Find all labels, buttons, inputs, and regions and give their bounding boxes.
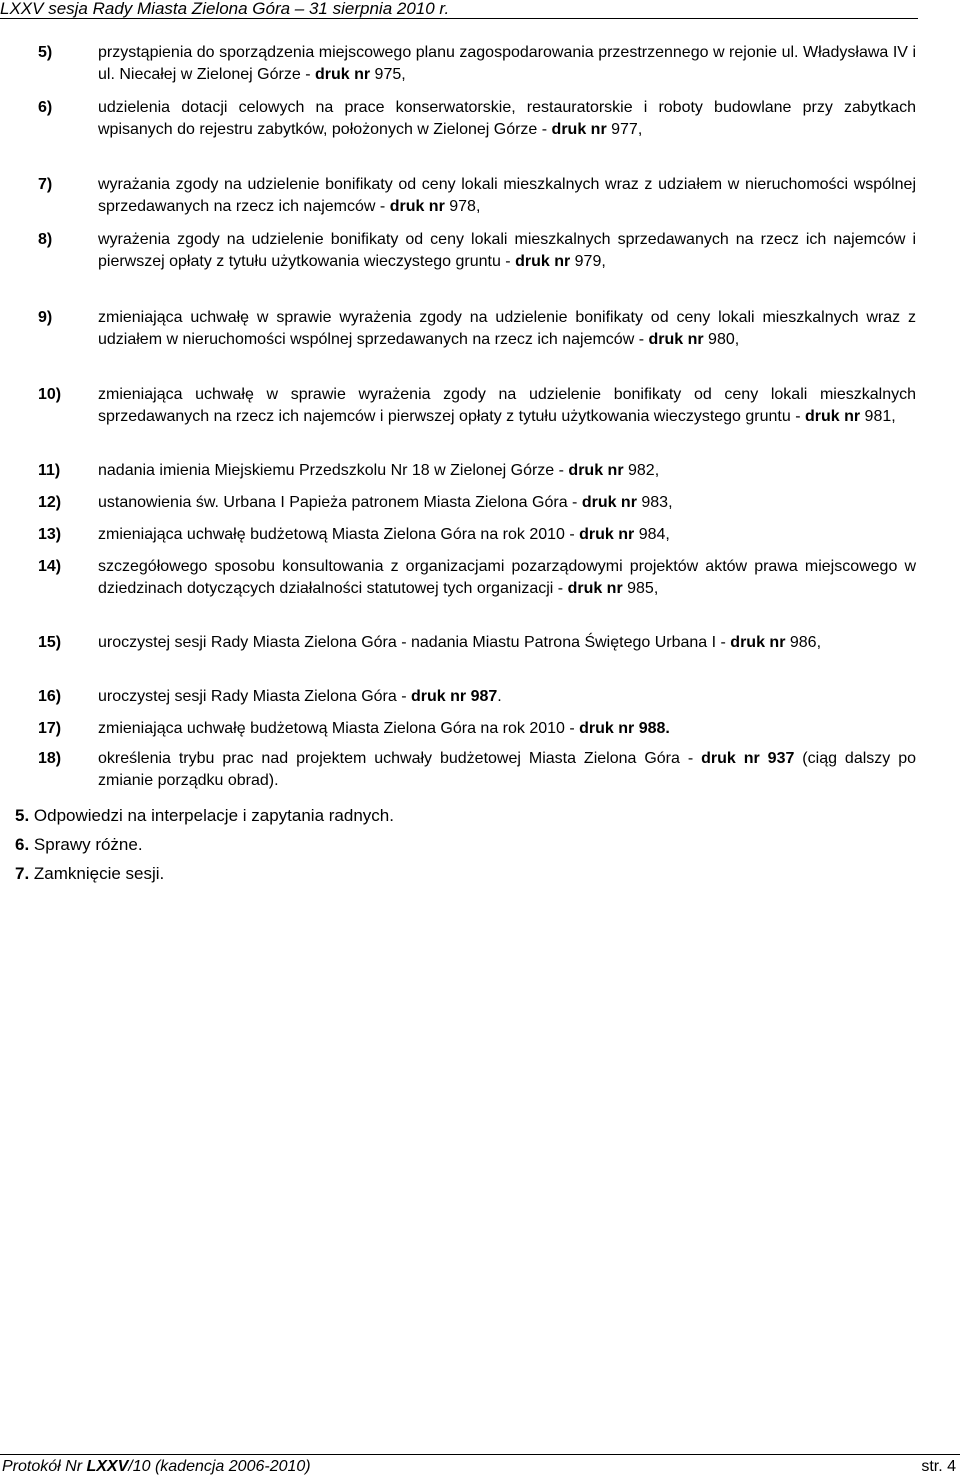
agenda-point [15, 805, 394, 827]
item-text-segment: 980, [703, 330, 740, 348]
item-text-segment: określenia trybu prac nad projektem uchwały budżetowej Miasta Zielona Góra - [98, 750, 702, 767]
agenda-point [15, 834, 143, 856]
item-text-segment: 983, [636, 494, 673, 511]
item-text-segment: ustanowienia św. Urbana I Papieża patronem Miasta Zielona Góra - [98, 494, 582, 511]
druk-reference: druk nr [568, 462, 624, 479]
item-number: 18) [38, 750, 62, 767]
point-text: Odpowiedzi na interpelacje i zapytania radnych. [29, 806, 394, 825]
agenda-item [38, 556, 916, 599]
item-text [98, 748, 916, 791]
druk-reference: druk nr [581, 494, 637, 511]
item-text [98, 492, 916, 514]
druk-reference: druk nr [730, 634, 786, 651]
agenda-item [38, 524, 916, 546]
item-text-segment: wyrażenia zgody na udzielenie bonifikaty od ceny lokali mieszkalnych sprzedawanych na rzecz ich najemców i pierwszej opłaty z tytułu użytkowania wieczystego gruntu - [98, 231, 916, 270]
item-number: 7) [38, 176, 53, 193]
agenda-item [38, 307, 916, 350]
item-text [98, 42, 916, 85]
druk-reference: druk nr [567, 579, 623, 597]
item-text [98, 686, 916, 708]
item-number: 8) [38, 231, 53, 248]
protocol-number: LXXV [86, 1458, 129, 1475]
item-text [98, 718, 916, 740]
item-text-segment: zmieniająca uchwałę w sprawie wyrażenia zgody na udzielenie bonifikaty od ceny lokali mieszkalnych sprzedawanych na rzecz ich najemców i pierwszej opłaty z tytułu użytkowania wieczystego gruntu - [98, 386, 916, 425]
point-text: Sprawy różne. [29, 835, 143, 854]
item-number: 16) [38, 688, 62, 705]
page-footer [0, 1454, 960, 1478]
item-text-segment: (ciąg dalszy po zmianie porządku obrad). [98, 750, 917, 789]
item-number: 5) [38, 44, 53, 61]
item-text-segment: 979, [570, 252, 606, 270]
point-number: 7. [15, 864, 30, 883]
agenda-item [38, 384, 916, 427]
item-text-segment: udzielenia dotacji celowych na prace konserwatorskie, restauratorskie i roboty budowlane przy zabytkach wpisanych do rejestru zabytków, położonych w Zielonej Górze - [98, 99, 916, 138]
agenda-item [38, 686, 916, 708]
druk-reference: druk nr 988. [579, 720, 670, 737]
druk-reference: druk nr [515, 252, 571, 270]
item-text-segment: 981, [860, 407, 896, 425]
item-text-segment: 985, [622, 579, 659, 597]
agenda-item [38, 748, 916, 791]
item-number: 13) [38, 526, 62, 543]
item-text-segment: zmieniająca uchwałę budżetową Miasta Zielona Góra na rok 2010 - [98, 720, 580, 737]
druk-reference: druk nr 937 [701, 750, 795, 767]
item-text [98, 384, 916, 427]
item-text-segment: zmieniająca uchwałę budżetową Miasta Zielona Góra na rok 2010 - [98, 526, 580, 543]
item-text-segment: 984, [634, 526, 670, 543]
item-text [98, 174, 916, 217]
agenda-item [38, 174, 916, 217]
item-text-segment: nadania imienia Miejskiemu Przedszkolu Nr 18 w Zielonej Górze - [98, 462, 569, 479]
point-number: 5. [15, 806, 30, 825]
page-number: str. 4 [921, 1458, 956, 1475]
item-text-segment: . [497, 688, 502, 705]
item-text [98, 524, 916, 546]
agenda-item [38, 460, 916, 482]
item-number: 17) [38, 720, 62, 737]
item-text-segment: wyrażania zgody na udzielenie bonifikaty od ceny lokali mieszkalnych wraz z udziałem w nieruchomości wspólnej sprzedawanych na rzecz ich najemców - [98, 176, 916, 215]
item-number: 15) [38, 634, 62, 651]
druk-reference: druk nr 987 [411, 688, 498, 705]
page-header [0, 0, 918, 19]
item-number: 12) [38, 494, 62, 511]
item-text [98, 97, 916, 140]
point-text: Zamknięcie sesji. [29, 864, 165, 883]
item-text [98, 307, 916, 350]
protocol-prefix: Protokół Nr [2, 1458, 87, 1475]
item-text-segment: 977, [606, 120, 643, 138]
item-text [98, 556, 916, 599]
druk-reference: druk nr [804, 407, 861, 425]
druk-reference: druk nr [314, 65, 371, 83]
header-title: LXXV sesja Rady Miasta Zielona Góra – 31 sierpnia 2010 r. [0, 0, 450, 18]
agenda-item [38, 97, 916, 140]
item-text-segment: uroczystej sesji Rady Miasta Zielona Góra - nadania Miastu Patrona Świętego Urbana I - [98, 634, 731, 651]
agenda-item [38, 632, 916, 654]
item-text-segment: 978, [444, 197, 481, 215]
item-number: 6) [38, 99, 53, 116]
agenda-item [38, 229, 916, 272]
agenda-item [38, 718, 916, 740]
item-text-segment: zmieniająca uchwałę w sprawie wyrażenia zgody na udzielenie bonifikaty od ceny lokali mieszkalnych wraz z udziałem w nieruchomości wspólnej sprzedawanych na rzecz ich najemców - [98, 309, 916, 348]
item-text [98, 229, 916, 272]
agenda-point [15, 863, 164, 885]
item-number: 9) [38, 309, 53, 326]
druk-reference: druk nr [389, 197, 445, 215]
item-text-segment: 982, [623, 462, 660, 479]
item-text-segment: 986, [785, 634, 822, 651]
item-text-segment: szczegółowego sposobu konsultowania z organizacjami pozarządowymi projektów aktów prawa miejscowego w dziedzinach dotyczących działalności statutowej tych organizacji - [98, 558, 916, 597]
druk-reference: druk nr [579, 526, 635, 543]
protocol-label [2, 1456, 311, 1478]
agenda-item [38, 492, 916, 514]
item-text [98, 460, 916, 482]
item-number: 14) [38, 558, 62, 575]
item-text-segment: uroczystej sesji Rady Miasta Zielona Góra - [98, 688, 411, 705]
protocol-suffix: /10 (kadencja 2006-2010) [128, 1458, 311, 1475]
item-text [98, 632, 916, 654]
druk-reference: druk nr [551, 120, 607, 138]
druk-reference: druk nr [648, 330, 704, 348]
item-number: 10) [38, 386, 62, 403]
point-number: 6. [15, 835, 30, 854]
item-text-segment: przystąpienia do sporządzenia miejscowego planu zagospodarowania przestrzennego w rejonie ul. Władysława IV i ul. Niecałej w Zielonej Górze - [98, 44, 916, 83]
agenda-item [38, 42, 916, 85]
item-text-segment: 975, [370, 65, 406, 83]
item-number: 11) [38, 462, 61, 479]
